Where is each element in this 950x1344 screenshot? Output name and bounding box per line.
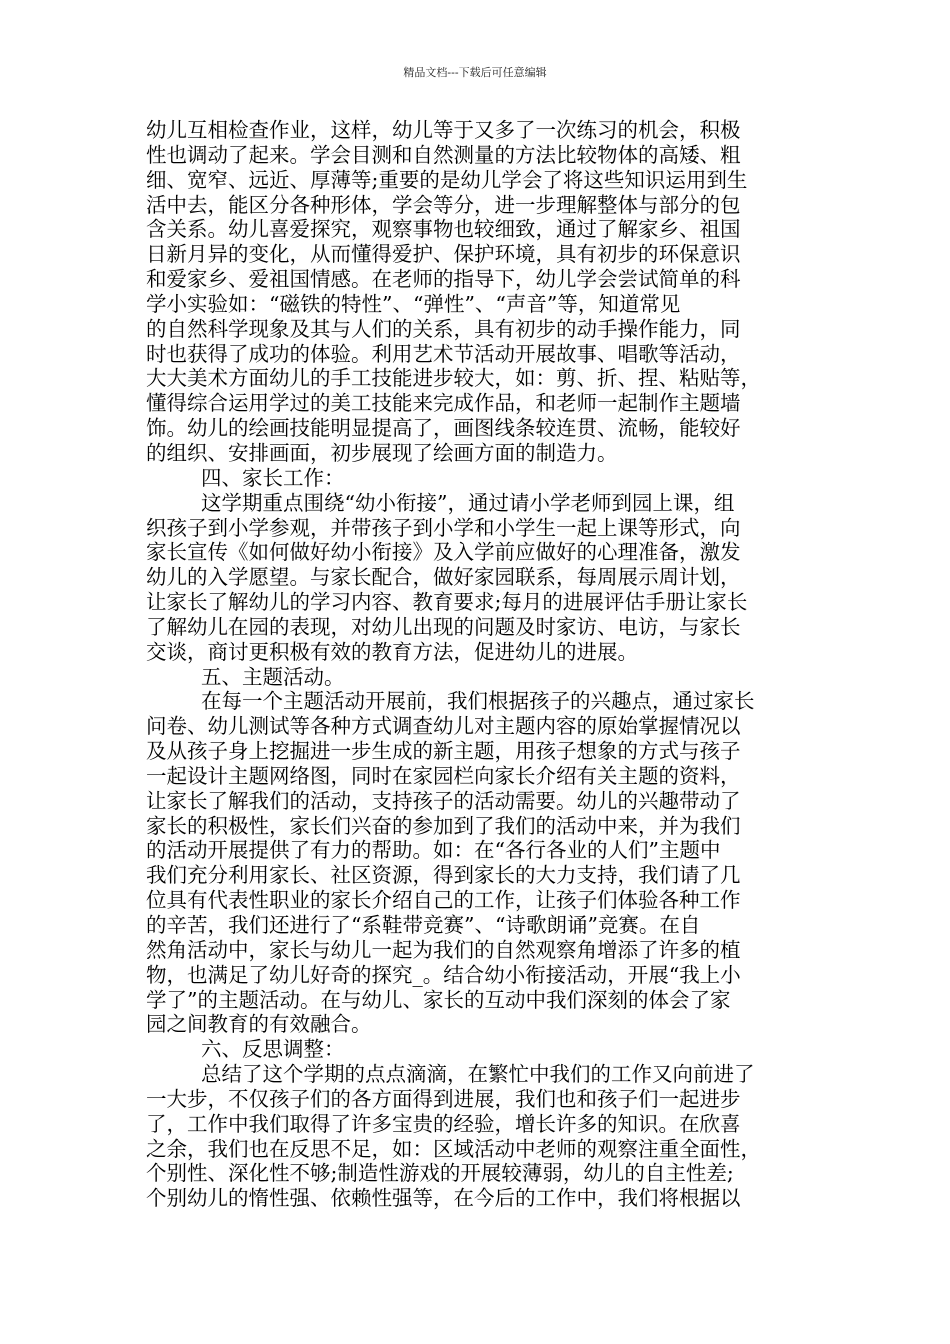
text-line: 和爱家乡、爱祖国情感。在老师的指导下，幼儿学会尝试简单的科 [146, 267, 741, 292]
text-line: 了解幼儿在园的表现，对幼儿出现的问题及时家访、电访，与家长 [146, 614, 741, 639]
text-line: 懂得综合运用学过的美工技能来完成作品，和老师一起制作主题墙 [146, 391, 741, 416]
text-line: 细、宽窄、远近、厚薄等;重要的是幼儿学会了将这些知识运用到生 [146, 167, 748, 192]
text-line: 的组织、安排画面，初步展现了绘画方面的制造力。 [146, 440, 618, 465]
text-line: 学了”的主题活动。在与幼儿、家长的互动中我们深刻的体会了家 [146, 987, 731, 1012]
text-line: 六、反思调整： [201, 1037, 345, 1062]
text-line: 位具有代表性职业的家长介绍自己的工作，让孩子们体验各种工作 [146, 888, 741, 913]
text-line: 园之间教育的有效融合。 [146, 1012, 372, 1037]
text-line: 让家长了解幼儿的学习内容、教育要求;每月的进展评估手册让家长 [146, 590, 748, 615]
text-line: 让家长了解我们的活动，支持孩子的活动需要。幼儿的兴趣带动了 [146, 788, 741, 813]
text-line: 问卷、幼儿测试等各种方式调查幼儿对主题内容的原始掌握情况以 [146, 714, 741, 739]
text-line: 家长宣传《如何做好幼小衔接》及入学前应做好的心理准备，激发 [146, 540, 741, 565]
text-line: 性也调动了起来。学会目测和自然测量的方法比较物体的高矮、粗 [146, 142, 741, 167]
text-line: 在每一个主题活动开展前，我们根据孩子的兴趣点，通过家长 [201, 689, 755, 714]
page-header: 精品文档---下载后可任意编辑 [403, 66, 547, 79]
text-line: 之余，我们也在反思不足，如：区域活动中老师的观察注重全面性， [146, 1136, 761, 1161]
text-line: 大大美术方面幼儿的手工技能进步较大，如：剪、折、捏、粘贴等， [146, 366, 761, 391]
text-line: 我们充分利用家长、社区资源，得到家长的大力支持，我们请了几 [146, 863, 741, 888]
text-line: 然角活动中，家长与幼儿一起为我们的自然观察角增添了许多的植 [146, 937, 741, 962]
text-line: 五、主题活动。 [201, 664, 345, 689]
text-line: 学小实验如：“磁铁的特性”、“弹性”、“声音”等，知道常见 [146, 291, 681, 316]
text-line: 这学期重点围绕“幼小衔接”，通过请小学老师到园上课，组 [201, 490, 735, 515]
text-line: 家长的积极性，家长们兴奋的参加到了我们的活动中来，并为我们 [146, 813, 741, 838]
document-body [146, 118, 806, 1211]
text-line: 的辛苦，我们还进行了“系鞋带竞赛”、“诗歌朗诵”竞赛。在自 [146, 913, 701, 937]
text-line: 总结了这个学期的点点滴滴，在繁忙中我们的工作又向前进了 [201, 1062, 755, 1087]
text-line: 日新月异的变化，从而懂得爱护、保护环境，具有初步的环保意识 [146, 242, 741, 267]
text-line: 活中去，能区分各种形体，学会等分，进一步理解整体与部分的包 [146, 192, 741, 217]
text-line: 个别幼儿的惰性强、依赖性强等，在今后的工作中，我们将根据以 [146, 1186, 741, 1211]
text-line: 一起设计主题网络图，同时在家园栏向家长介绍有关主题的资料， [146, 763, 741, 788]
text-line: 了，工作中我们取得了许多宝贵的经验，增长许多的知识。在欣喜 [146, 1111, 741, 1136]
text-line: 个别性、深化性不够;制造性游戏的开展较薄弱，幼儿的自主性差; [146, 1161, 734, 1186]
text-line: 四、家长工作： [201, 465, 345, 490]
text-line: 物，也满足了幼儿好奇的探究_。结合幼小衔接活动，开展“我上小 [146, 962, 741, 987]
text-line: 饰。幼儿的绘画技能明显提高了，画图线条较连贯、流畅，能较好 [146, 416, 741, 441]
text-line: 幼儿互相检查作业，这样，幼儿等于又多了一次练习的机会，积极 [146, 118, 741, 142]
text-line: 及从孩子身上挖掘进一步生成的新主题，用孩子想象的方式与孩子 [146, 739, 741, 764]
text-line: 含关系。幼儿喜爱探究，观察事物也较细致，通过了解家乡、祖国 [146, 217, 741, 242]
text-line: 织孩子到小学参观，并带孩子到小学和小学生一起上课等形式，向 [146, 515, 741, 540]
text-line: 的活动开展提供了有力的帮助。如：在“各行各业的人们”主题中 [146, 838, 721, 863]
text-line: 时也获得了成功的体验。利用艺术节活动开展故事、唱歌等活动， [146, 341, 741, 366]
text-line: 交谈，商讨更积极有效的教育方法，促进幼儿的进展。 [146, 639, 638, 664]
text-line: 的自然科学现象及其与人们的关系，具有初步的动手操作能力，同 [146, 316, 741, 341]
text-line: 一大步，不仅孩子们的各方面得到进展，我们也和孩子们一起进步 [146, 1086, 741, 1111]
text-line: 幼儿的入学愿望。与家长配合，做好家园联系，每周展示周计划， [146, 565, 741, 590]
